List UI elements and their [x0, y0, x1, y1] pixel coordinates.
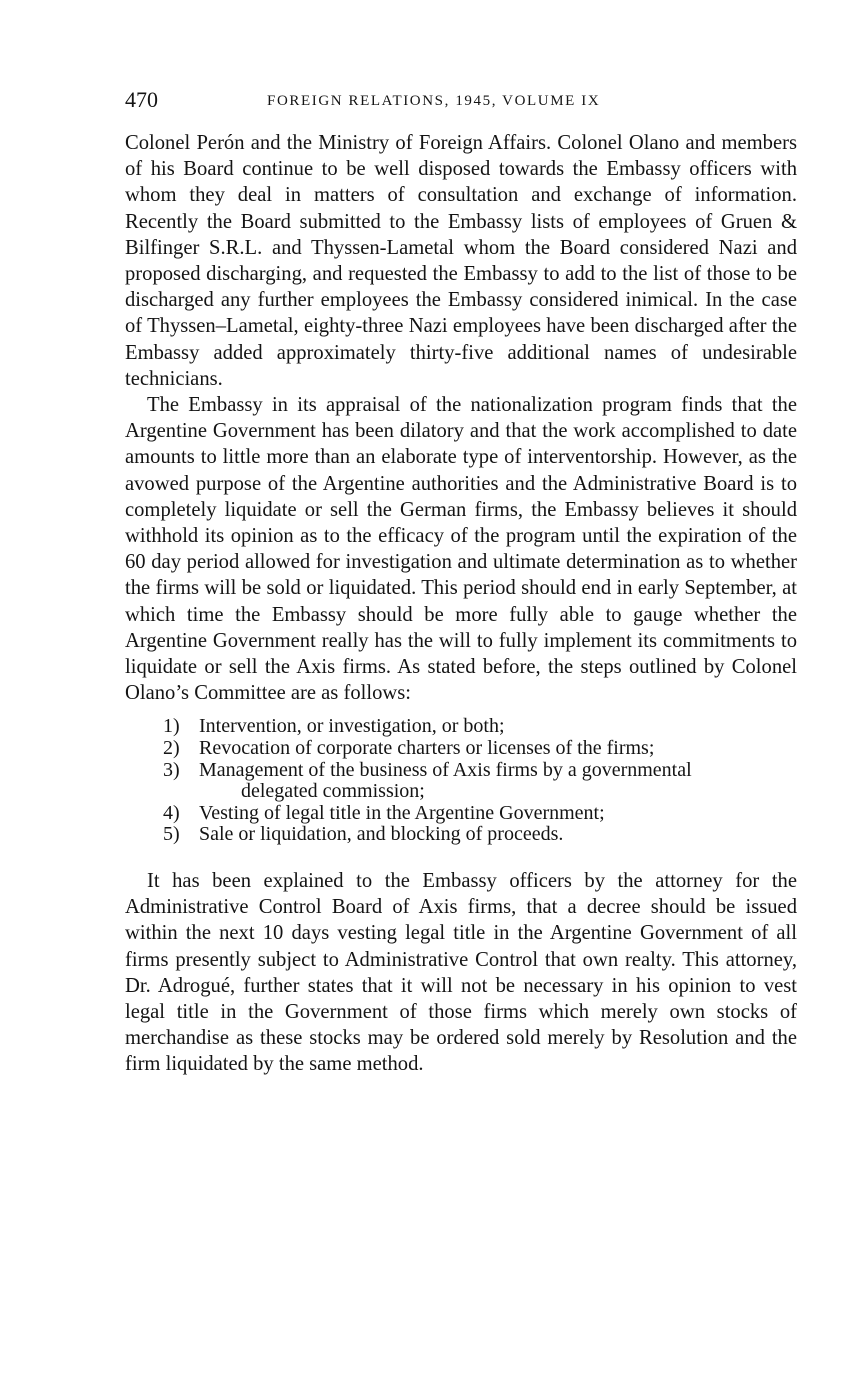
list-item: [163, 824, 797, 846]
step-text: Sale or liquidation, and blocking of proceeds.: [199, 823, 564, 846]
page-header: [125, 86, 797, 116]
step-text: Revocation of corporate charters or licenses of the firms;: [199, 737, 655, 760]
step-text-continuation: delegated commission;: [241, 780, 425, 803]
body-text: [125, 130, 797, 1078]
step-text: Intervention, or investigation, or both;: [199, 715, 505, 738]
steps-list: [125, 716, 797, 846]
list-item: [163, 760, 797, 803]
document-page: [125, 86, 797, 1078]
step-text-wrapper: [199, 760, 797, 803]
step-text: Vesting of legal title in the Argentine Government;: [199, 801, 605, 824]
page-number: 470: [125, 87, 158, 112]
step-number: 3): [163, 758, 180, 781]
step-number: 5): [163, 823, 180, 846]
step-text: Management of the business of Axis firms by a governmental: [199, 758, 692, 781]
paragraph-decree: It has been explained to the Embassy officers by the attorney for the Administrative Control Board of Axis firms, that a decree should be issued within the next 10 days vesting legal title in the Argentine Government of all firms presently subject to Administrative Control that own realty. This attorney, Dr. Adrogué, further states that it will not be necessary in his opinion to vest legal title in the Government of those firms which merely own stocks of merchandise as these stocks may be ordered sold merely by Resolution and the firm liquidated by the same method.: [125, 870, 797, 1076]
step-number: 1): [163, 715, 180, 738]
running-head: FOREIGN RELATIONS, 1945, VOLUME IX: [267, 93, 601, 109]
list-item: [163, 716, 797, 738]
paragraph-appraisal: The Embassy in its appraisal of the nationalization program finds that the Argentine Government has been dilatory and that the work accomplished to date amounts to little more than an elaborate type of interventorship. However, as the avowed purpose of the Argentine authorities and the Administrative Board is to completely liquidate or sell the German firms, the Embassy believes it should withhold its opinion as to the efficacy of the program until the expiration of the 60 day period allowed for investigation and ultimate determination as to whether the firms will be sold or liquidated. This period should end in early September, at which time the Embassy should be more fully able to gauge whether the Argentine Government really has the will to fully implement its commitments to liquidate or sell the Axis firms. As stated before, the steps outlined by Colonel Olano’s Committee are as follows:: [125, 394, 797, 705]
list-item: [163, 803, 797, 825]
paragraph-continuation: Colonel Perón and the Ministry of Foreign Affairs. Colonel Olano and members of his Board continue to be well disposed towards the Embassy officers with whom they deal in matters of consultation and exchange of information. Recently the Board submitted to the Embassy lists of employees of Gruen & Bilfinger S.R.L. and Thyssen-Lametal whom the Board considered Nazi and proposed discharging, and requested the Embassy to add to the list of those to be discharged any further employees the Embassy considered inimical. In the case of Thyssen–Lametal, eighty-three Nazi employees have been discharged after the Embassy added approximately thirty-five additional names of undesirable technicians.: [125, 132, 797, 390]
list-item: [163, 738, 797, 760]
step-number: 2): [163, 737, 180, 760]
step-number: 4): [163, 801, 180, 824]
